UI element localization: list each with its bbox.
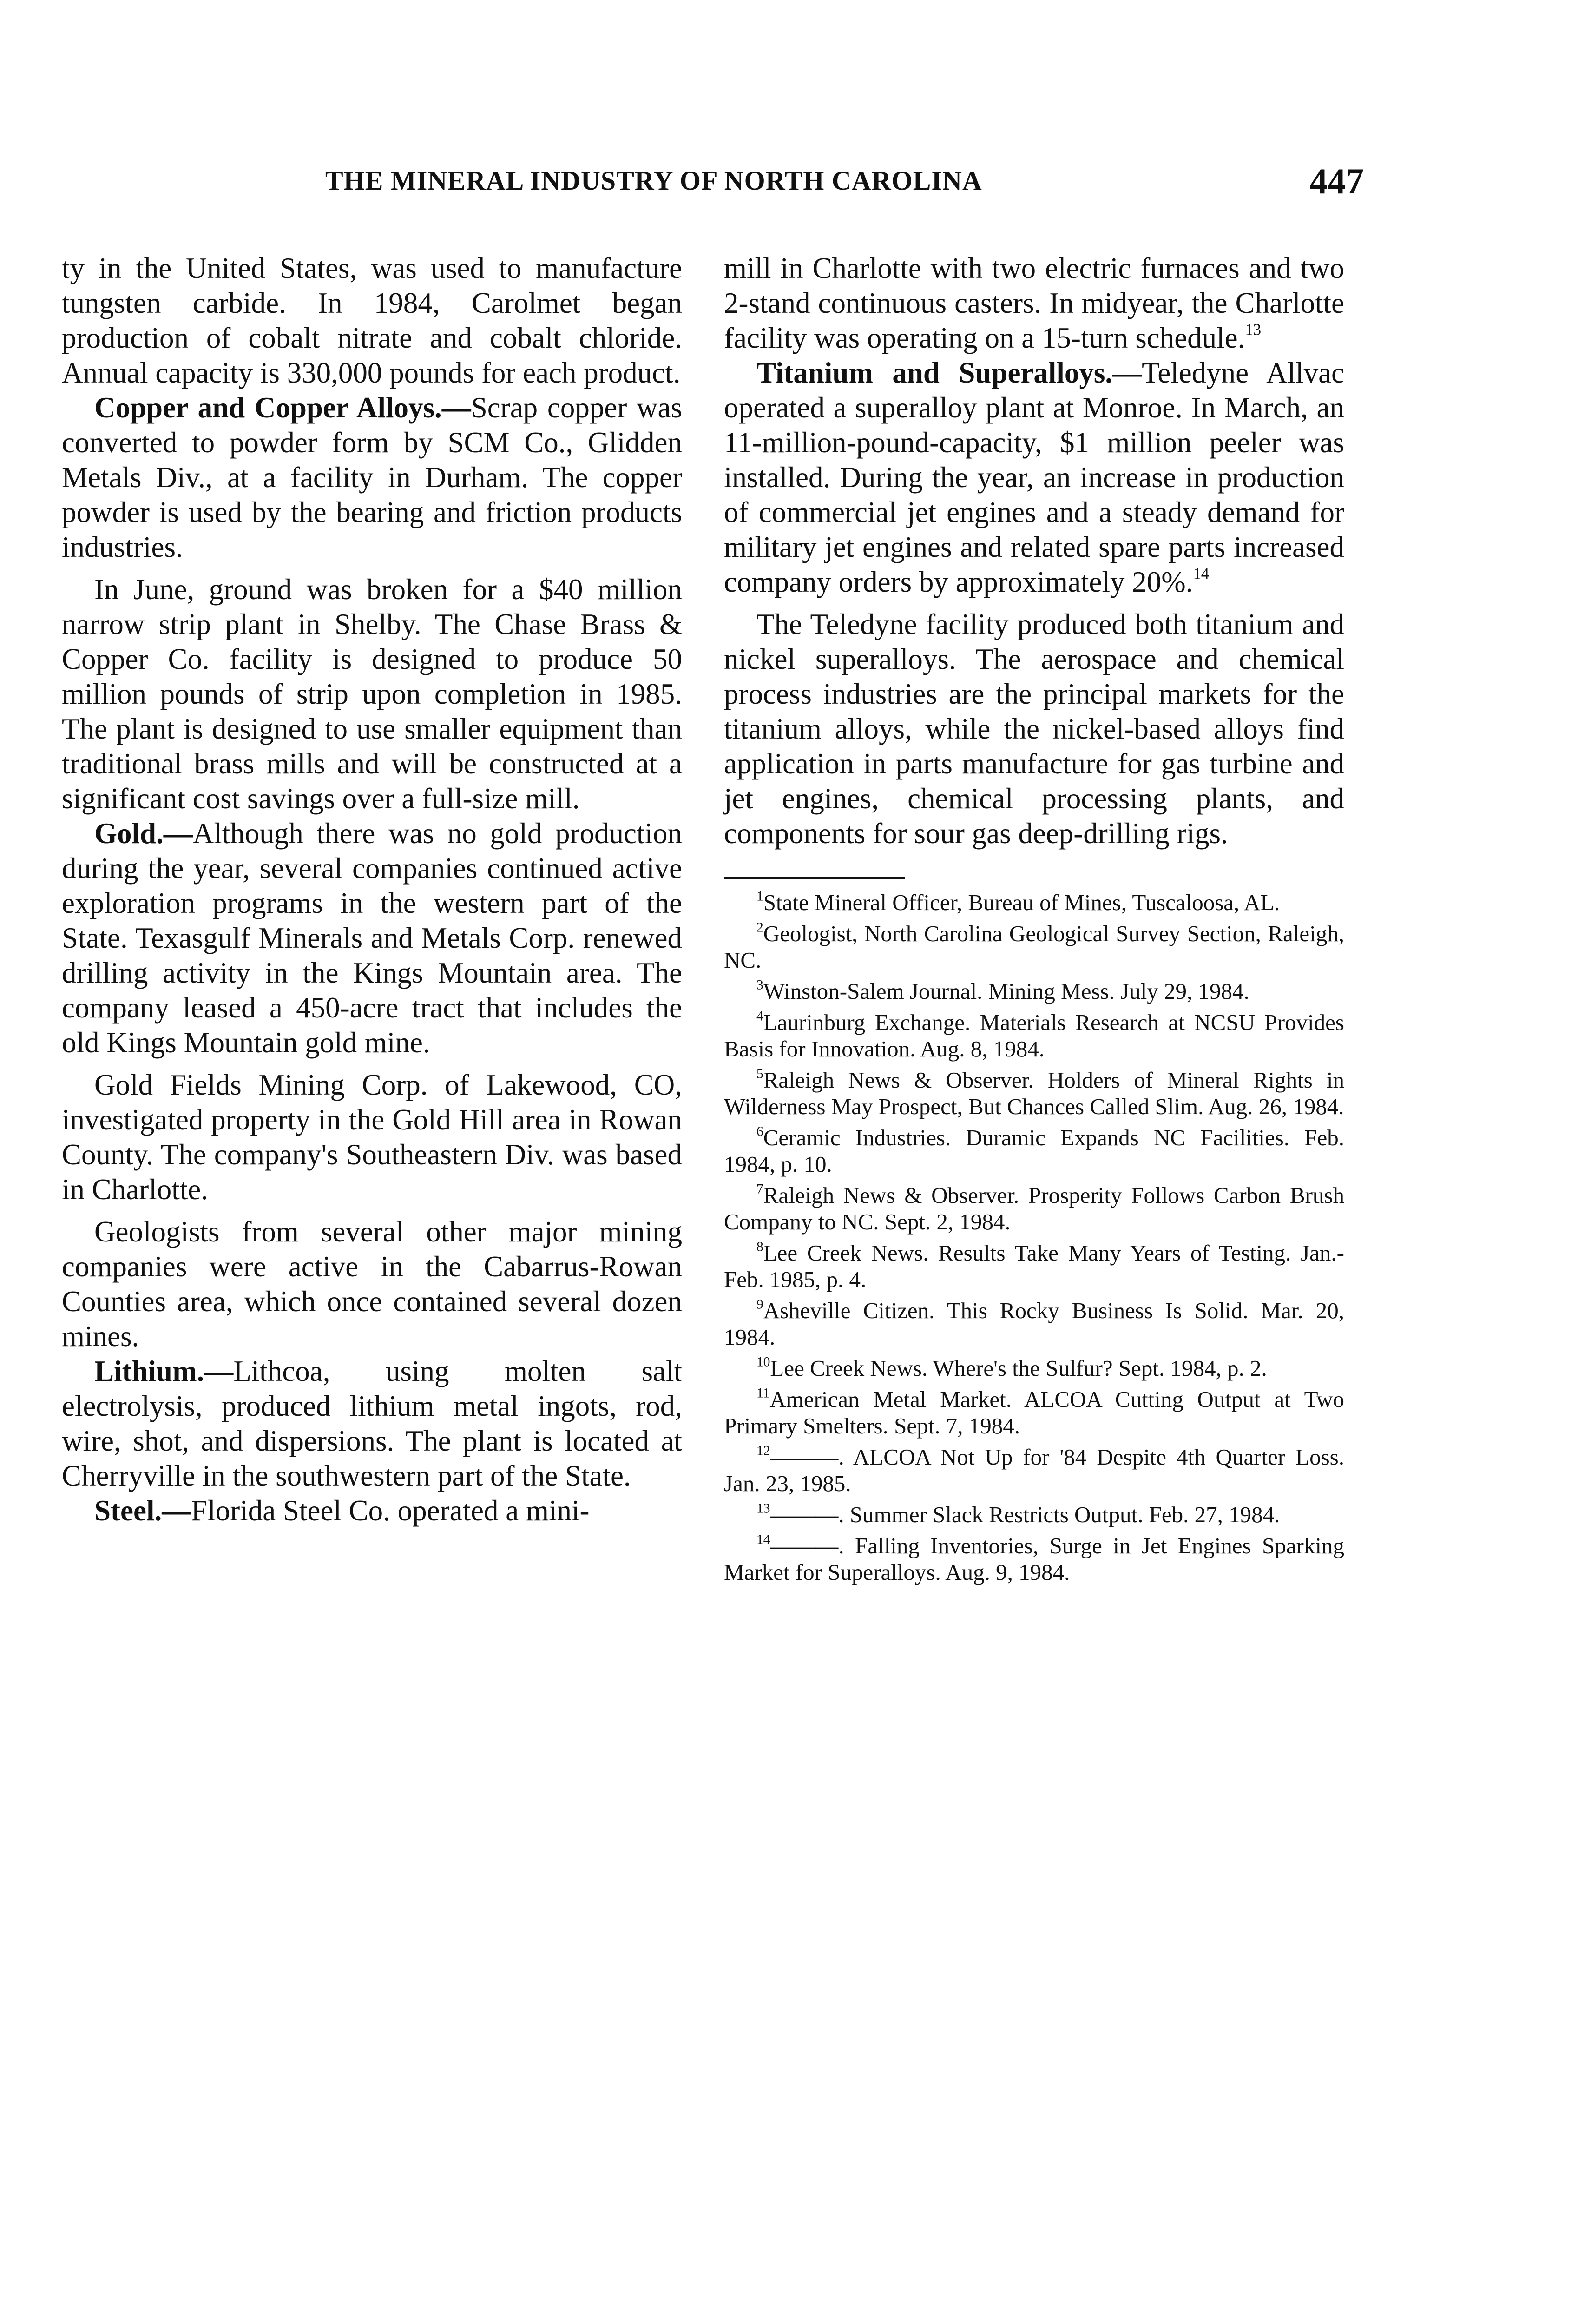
footnote-number: 9 (756, 1297, 763, 1312)
footnote-text: ———. Summer Slack Restricts Output. Feb. 27, 1984. (770, 1502, 1280, 1527)
footnote-number: 13 (756, 1501, 770, 1516)
footnote (724, 1182, 1344, 1235)
section-lithium (62, 1354, 682, 1493)
footnote-text: Laurinburg Exchange. Materials Research at NCSU Provides Basis for Innovation. Aug. 8, 1984. (724, 1010, 1344, 1062)
footnote-text: Asheville Citizen. This Rocky Business Is Solid. Mar. 20, 1984. (724, 1298, 1344, 1350)
footnote-number: 2 (756, 920, 763, 935)
copper-text: Scrap copper was converted to powder form by SCM Co., Glidden Metals Div., at a facility in Durham. The copper powder is used by the bearing and friction products industries. (62, 391, 682, 563)
footnote-number: 4 (756, 1009, 763, 1024)
footnote-number: 14 (756, 1532, 770, 1547)
footnote-text: Ceramic Industries. Duramic Expands NC Facilities. Feb. 1984, p. 10. (724, 1125, 1344, 1177)
footnote (724, 1240, 1344, 1293)
footnote (724, 1501, 1344, 1528)
right-column (724, 251, 1344, 1590)
paragraph-carbide: ty in the United States, was used to manufacture tungsten carbide. In 1984, Carolmet began production of cobalt nitrate and cobalt chloride. Annual capacity is 330,000 pounds for each product. (62, 252, 682, 389)
footnote (724, 889, 1344, 916)
footnote-text: Winston-Salem Journal. Mining Mess. July 29, 1984. (763, 978, 1249, 1004)
titanium-heading: Titanium and Superalloys.— (756, 357, 1142, 389)
footnote-text: Lee Creek News. Results Take Many Years of Testing. Jan.-Feb. 1985, p. 4. (724, 1240, 1344, 1292)
footnote-text: American Metal Market. ALCOA Cutting Output at Two Primary Smelters. Sept. 7, 1984. (724, 1386, 1344, 1439)
footnote-text: State Mineral Officer, Bureau of Mines, Tuscaloosa, AL. (763, 890, 1280, 915)
footnote-number: 5 (756, 1066, 763, 1082)
lithium-heading: Lithium.— (94, 1355, 234, 1387)
section-gold (62, 816, 682, 1060)
gold-heading: Gold.— (94, 817, 193, 850)
paragraph-gold-fields: Gold Fields Mining Corp. of Lakewood, CO, investigated property in the Gold Hill area in Rowan County. The company's Southeastern Div. was based in Charlotte. (62, 1069, 682, 1206)
footnote-text: Lee Creek News. Where's the Sulfur? Sept. 1984, p. 2. (770, 1355, 1267, 1381)
paragraph-teledyne: The Teledyne facility produced both titanium and nickel superalloys. The aerospace and chemical process industries are the principal markets for the titanium alloys, while the nickel-based alloys find application in parts manufacture for gas turbine and jet engines, chemical processing plants, and components for sour gas deep-drilling rigs. (724, 608, 1344, 850)
paragraph-geologists: Geologists from several other major mining companies were active in the Cabarrus-Rowan Counties area, which once contained several dozen mines. (62, 1215, 682, 1353)
footnote (724, 1386, 1344, 1439)
footnote-text: Raleigh News & Observer. Prosperity Follows Carbon Brush Company to NC. Sept. 2, 1984. (724, 1182, 1344, 1235)
footnote (724, 1444, 1344, 1497)
footnote (724, 1355, 1344, 1381)
titanium-text: Teledyne Allvac operated a superalloy plant at Monroe. In March, an 11-million-pound-capacity, $1 million peeler was installed. During the year, an increase in production of commercial jet engines and a steady demand for military jet engines and related spare parts increased company orders by approximately 20%. (724, 357, 1344, 598)
footnote-ref: 14 (1193, 565, 1210, 583)
footnote-text: ———. ALCOA Not Up for '84 Despite 4th Quarter Loss. Jan. 23, 1985. (724, 1444, 1344, 1496)
footnote-text: Geologist, North Carolina Geological Survey Section, Raleigh, NC. (724, 921, 1344, 973)
gold-text: Although there was no gold production during the year, several companies continued active exploration programs in the western part of the State. Texasgulf Minerals and Metals Corp. renewed drilling activity in the Kings Mountain area. The company leased a 450-acre tract that includes the old Kings Mountain gold mine. (62, 817, 682, 1059)
section-copper (62, 390, 682, 565)
footnote-number: 6 (756, 1124, 763, 1139)
footnote-text: ———. Falling Inventories, Surge in Jet Engines Sparking Market for Superalloys. Aug. 9, 1984. (724, 1533, 1344, 1585)
page-number: 447 (1309, 161, 1364, 201)
paragraph-minimill (724, 251, 1344, 356)
footnote (724, 1124, 1344, 1177)
section-titanium (724, 356, 1344, 600)
steel-heading: Steel.— (94, 1494, 191, 1527)
footnote-number: 3 (756, 977, 763, 993)
footnote-number: 8 (756, 1239, 763, 1254)
footnote-text: Raleigh News & Observer. Holders of Mineral Rights in Wilderness May Prospect, But Chances Called Slim. Aug. 26, 1984. (724, 1067, 1344, 1119)
paragraph-strip-plant: In June, ground was broken for a $40 million narrow strip plant in Shelby. The Chase Brass & Copper Co. facility is designed to produce 50 million pounds of strip upon completion in 1985. The plant is designed to use smaller equipment than traditional brass mills and will be constructed at a significant cost savings over a full-size mill. (62, 573, 682, 815)
footnote (724, 920, 1344, 973)
footnote-number: 10 (756, 1354, 770, 1370)
footnote-number: 11 (756, 1386, 770, 1401)
footnote (724, 1297, 1344, 1350)
footnote-number: 12 (756, 1443, 770, 1459)
footnote-ref: 13 (1245, 321, 1262, 339)
steel-text: Florida Steel Co. operated a mini- (191, 1494, 590, 1527)
footnotes (724, 889, 1344, 1585)
running-head: THE MINERAL INDUSTRY OF NORTH CAROLINA (325, 165, 982, 196)
minimill-text: mill in Charlotte with two electric furnaces and two 2-stand continuous casters. In midyear, the Charlotte facility was operating on a 15-turn schedule. (724, 252, 1344, 354)
copper-heading: Copper and Copper Alloys.— (94, 391, 471, 424)
footnote (724, 978, 1344, 1004)
lithium-text: Lithcoa, using molten salt electrolysis, produced lithium metal ingots, rod, wire, shot, and dispersions. The plant is located at Cherryville in the southwestern part of the State. (62, 1355, 682, 1492)
left-column (62, 251, 682, 1528)
footnote (724, 1009, 1344, 1062)
footnote (724, 1067, 1344, 1120)
footnote-divider (724, 877, 905, 879)
footnote (724, 1532, 1344, 1585)
footnote-number: 7 (756, 1182, 763, 1197)
footnote-number: 1 (756, 889, 763, 904)
section-steel (62, 1493, 682, 1528)
